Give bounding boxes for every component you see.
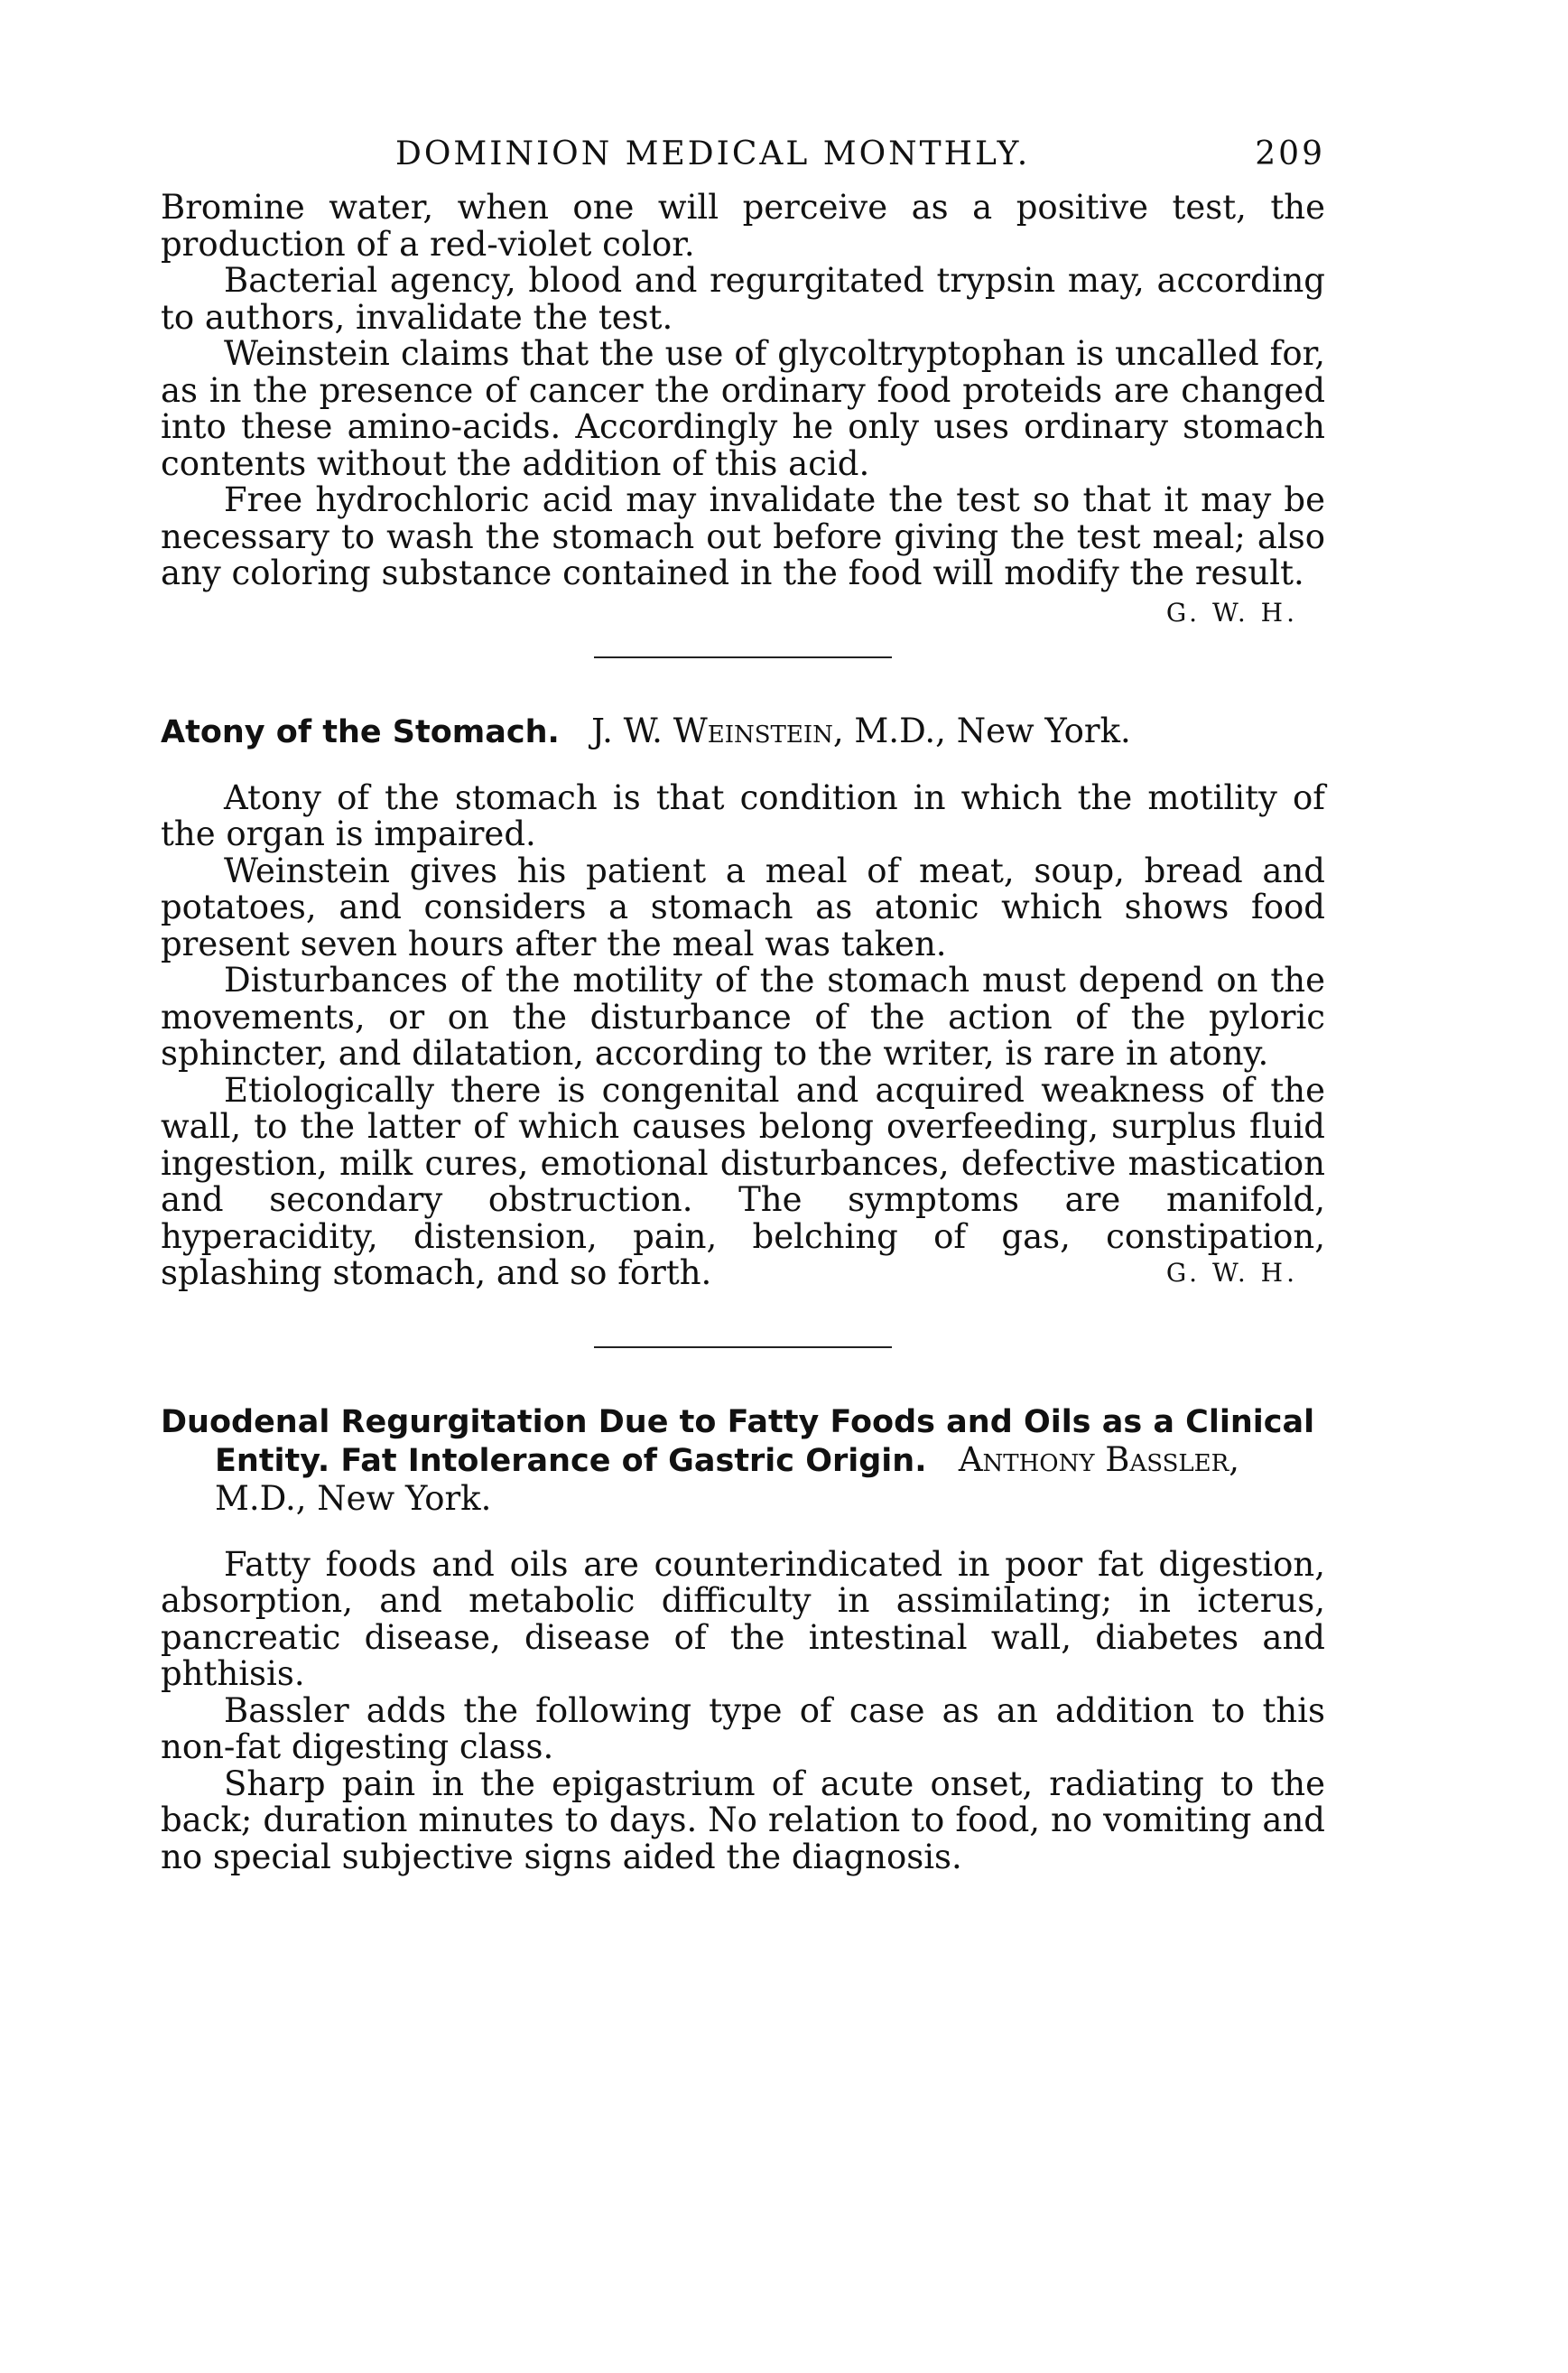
paragraph: Weinstein claims that the use of glycoltryptophan is uncalled for, as in the presence of cancer the ordinary food proteids are changed into these amino-acids. Accordingly he only uses ordinary stomach contents without the addition of this acid. <box>161 334 1325 483</box>
paragraph: Bassler adds the following type of case as an addition to this non-fat digesting class. <box>161 1690 1325 1766</box>
paragraph: Disturbances of the motility of the stomach must depend on the movements, or on the disturbance of the action of the pyloric sphincter, and dilatation, according to the writer, is rare in atony. <box>161 961 1325 1073</box>
paragraph <box>161 1070 1325 1292</box>
article-heading <box>161 1402 1325 1518</box>
signature: G. W. H. <box>1165 597 1298 628</box>
section-continued <box>161 190 1325 628</box>
article-credentials: M.D., New York. <box>854 711 1131 750</box>
paragraph: Fatty foods and oils are counterindicated in poor fat digestion, absorption, and metabolic difficulty in assimilating; in icterus, pancreatic disease, disease of the intestinal wall, diabetes and phthisis. <box>161 1544 1325 1693</box>
running-header <box>161 135 1325 190</box>
article-title: Duodenal Regurgitation Due to Fatty Foods and Oils as a Clinical Entity. Fat Intolerance of Gastric Origin. <box>161 1403 1315 1479</box>
paragraph: Free hydrochloric acid may invalidate the test so that it may be necessary to wash the stomach out before giving the test meal; also any coloring substance contained in the food will modify the result. <box>161 480 1325 592</box>
journal-title: DOMINION MEDICAL MONTHLY. <box>395 135 1031 172</box>
section-divider <box>594 1346 892 1348</box>
page <box>161 135 1325 1875</box>
paragraph: Bacterial agency, blood and regurgitated trypsin may, according to authors, invalidate the test. <box>161 261 1325 337</box>
signature: G. W. H. <box>1165 1258 1298 1288</box>
paragraph: Atony of the stomach is that condition in which the motility of the organ is impaired. <box>161 777 1325 853</box>
paragraph: Weinstein gives his patient a meal of meat, soup, bread and potatoes, and considers a stomach as atonic which shows food present seven hours after the meal was taken. <box>161 851 1325 963</box>
paragraph-text: Etiologically there is congenital and acquired weakness of the wall, to the latter of which causes belong overfeeding, surplus fluid ingestion, milk cures, emotional disturbances, defective mastication and secondary obstruction. The symptoms are manifold, hyperacidity, distension, pain, belching of gas, constipation, splashing stomach, and so forth. <box>161 1070 1325 1292</box>
paragraph: Bromine water, when one will perceive as a positive test, the production of a red-violet color. <box>161 188 1325 264</box>
article-author: Anthony Bassler, <box>958 1439 1240 1479</box>
article-atony <box>161 712 1325 1292</box>
page-number: 209 <box>1255 135 1325 172</box>
article-duodenal <box>161 1402 1325 1876</box>
article-title: Atony of the Stomach. <box>161 713 560 750</box>
section-divider <box>594 656 892 658</box>
article-heading <box>161 712 1325 751</box>
paragraph: Sharp pain in the epigastrium of acute onset, radiating to the back; duration minutes to days. No relation to food, no vomiting and no special subjective signs aided the diagnosis. <box>161 1763 1325 1876</box>
article-credentials: M.D., New York. <box>215 1478 492 1518</box>
article-author: J. W. Weinstein, <box>591 711 844 750</box>
